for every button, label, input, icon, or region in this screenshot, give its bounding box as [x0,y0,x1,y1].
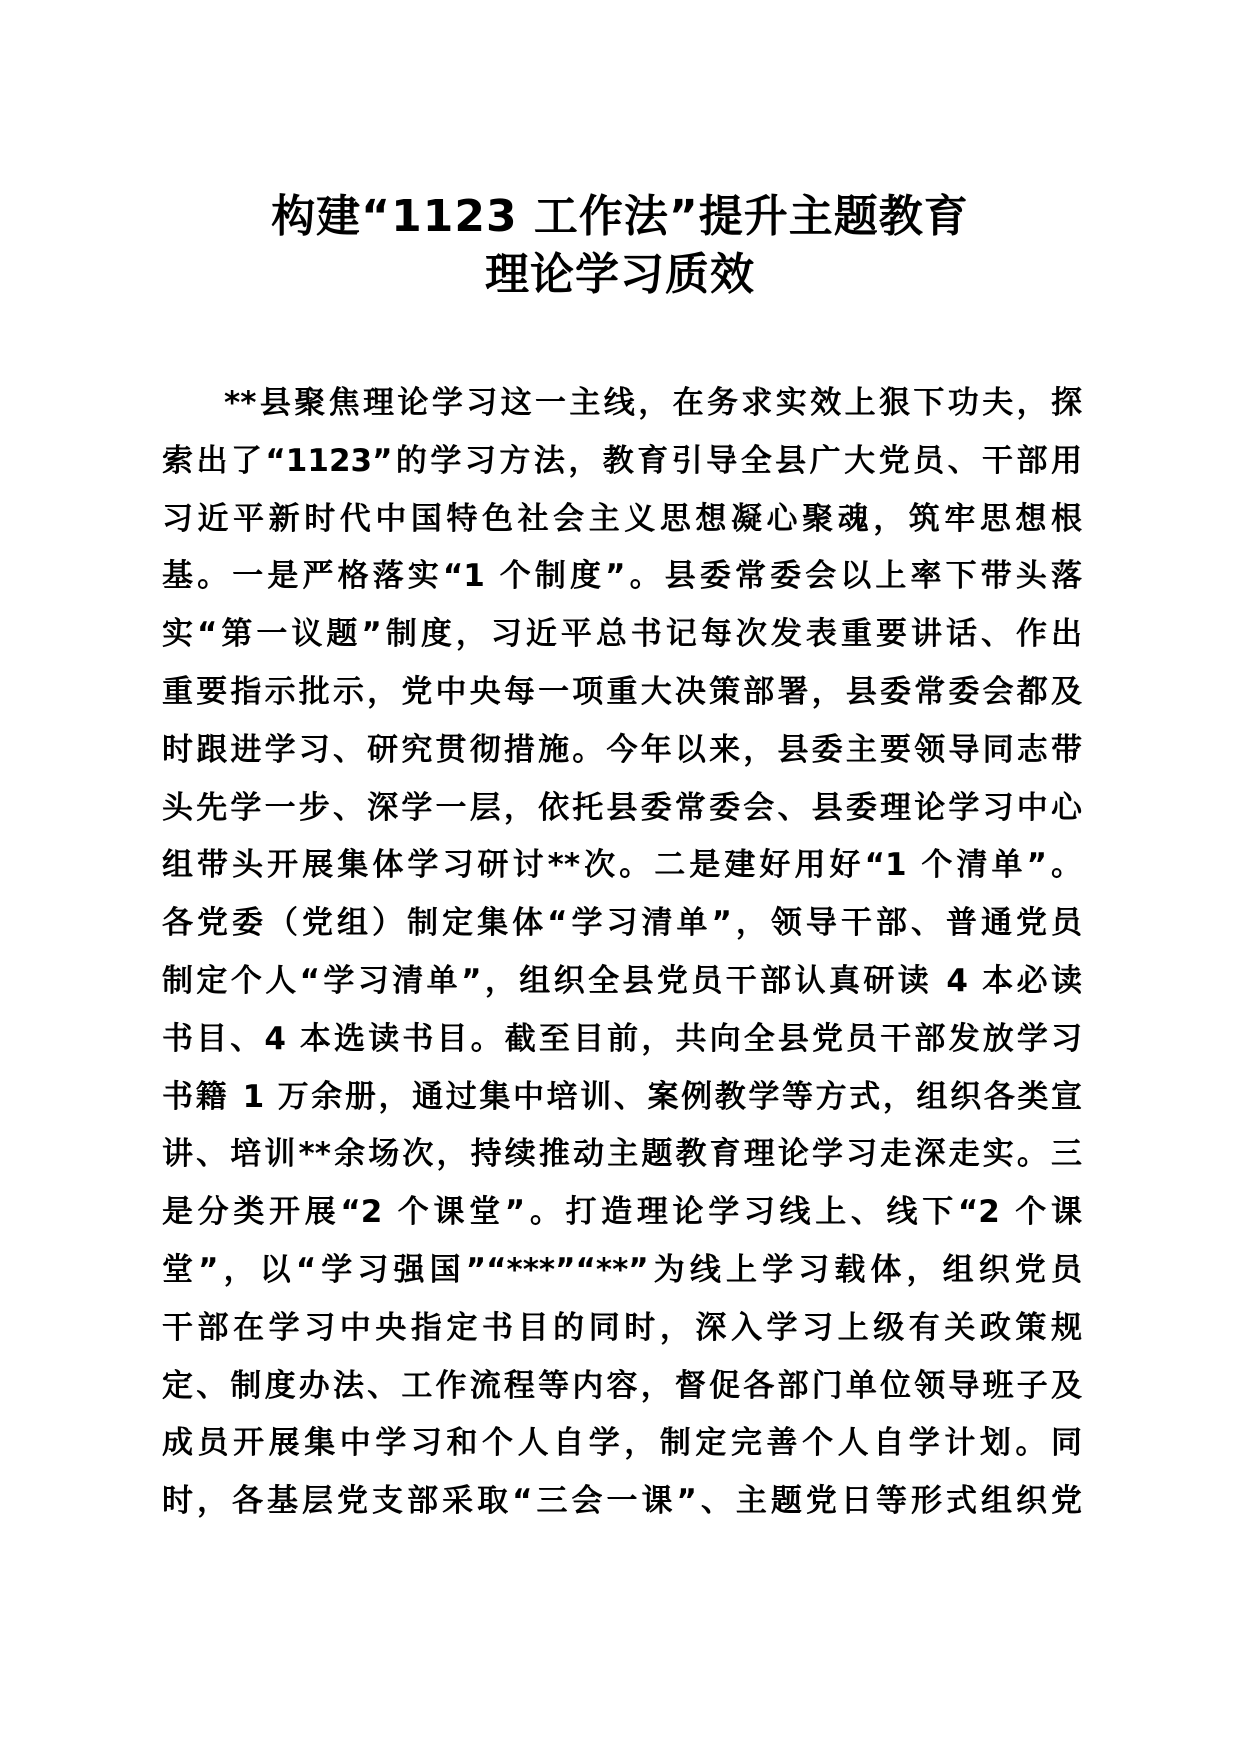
body-paragraph [162,375,1082,1531]
body-line: **县聚焦理论学习这一主线，在务求实效上狠下功夫，探 [224,385,1082,421]
body-line: 干部在学习中央指定书目的同时，深入学习上级有关政策规 [162,1309,1082,1346]
title-line-2: 理论学习质效 [485,249,755,300]
title-line-1: 构建“1123 工作法”提升主题教育 [271,191,969,242]
body-line: 讲、培训**余场次，持续推动主题教育理论学习走深走实。三 [162,1136,1082,1173]
body-line: 各党委（党组）制定集体“学习清单”，领导干部、普通党员 [162,905,1082,942]
body-line: 时，各基层党支部采取“三会一课”、主题党日等形式组织党 [162,1483,1082,1520]
body-line: 习近平新时代中国特色社会主义思想凝心聚魂，筑牢思想根 [162,500,1082,537]
body-line: 制定个人“学习清单”，组织全县党员干部认真研读 4 本必读 [162,962,1082,999]
body-line: 时跟进学习、研究贯彻措施。今年以来，县委主要领导同志带 [162,731,1082,768]
body-line: 定、制度办法、工作流程等内容，督促各部门单位领导班子及 [162,1367,1082,1404]
body-line: 成员开展集中学习和个人自学，制定完善个人自学计划。同 [162,1425,1082,1462]
body-line: 头先学一步、深学一层，依托县委常委会、县委理论学习中心 [162,789,1082,826]
body-line: 基。一是严格落实“1 个制度”。县委常委会以上率下带头落 [162,558,1082,595]
body-line: 书目、4 本选读书目。截至目前，共向全县党员干部发放学习 [162,1020,1082,1057]
body-line: 组带头开展集体学习研讨**次。二是建好用好“1 个清单”。 [162,847,1082,884]
body-line: 索出了“1123”的学习方法，教育引导全县广大党员、干部用 [162,442,1082,479]
body-line: 实“第一议题”制度，习近平总书记每次发表重要讲话、作出 [162,616,1082,653]
body-line: 重要指示批示，党中央每一项重大决策部署，县委常委会都及 [162,673,1082,710]
document-title [0,188,1240,304]
body-line: 堂”，以“学习强国”“***”“**”为线上学习载体，组织党员 [162,1251,1082,1288]
body-line: 是分类开展“2 个课堂”。打造理论学习线上、线下“2 个课 [162,1194,1082,1231]
body-line: 书籍 1 万余册，通过集中培训、案例教学等方式，组织各类宣 [162,1078,1082,1115]
